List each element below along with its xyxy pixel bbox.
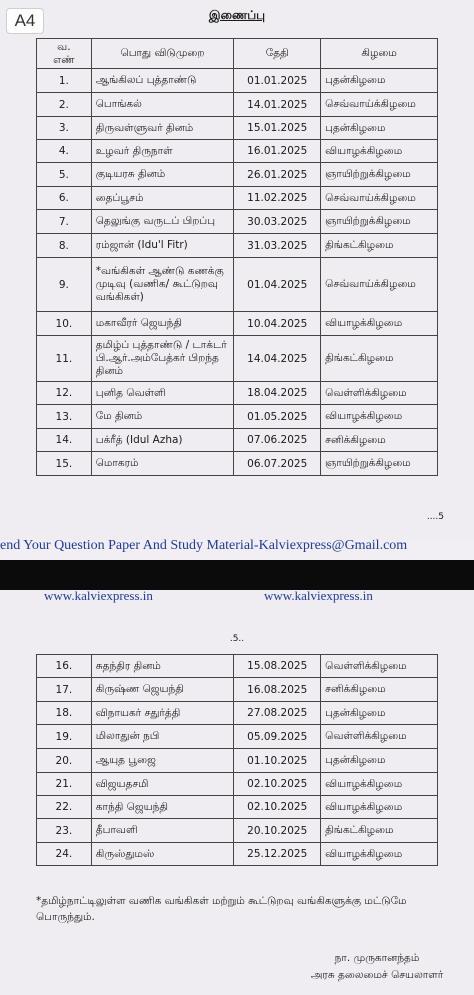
cell-weekday: ஞாயிற்றுக்கிழமை (321, 163, 438, 187)
cell-holiday-name: பொங்கல் (91, 93, 234, 117)
cell-serial-no: 2. (37, 93, 92, 117)
table-row (37, 678, 438, 702)
cell-date: 07.06.2025 (234, 429, 321, 452)
cell-serial-no: 6. (37, 187, 92, 210)
table-row (37, 749, 438, 773)
cell-date: 31.03.2025 (234, 234, 321, 258)
table-row (37, 655, 438, 678)
cell-weekday: வியாழக்கிழமை (321, 773, 438, 796)
cell-date: 15.01.2025 (234, 117, 321, 140)
cell-holiday-name: பக்ரீத் (Idul Azha) (91, 429, 234, 452)
cell-date: 14.04.2025 (234, 336, 321, 382)
cell-holiday-name: மே தினம் (91, 405, 234, 429)
cell-weekday: வியாழக்கிழமை (321, 843, 438, 866)
cell-serial-no: 4. (37, 140, 92, 163)
cell-weekday: செவ்வாய்க்கிழமை (321, 93, 438, 117)
page-number-top: .5.. (229, 634, 245, 644)
cell-weekday: திங்கட்கிழமை (321, 234, 438, 258)
holiday-table-part-1 (36, 38, 438, 476)
cell-date: 18.04.2025 (234, 382, 321, 405)
cell-weekday: செவ்வாய்க்கிழமை (321, 187, 438, 210)
annexure-title: இணைப்பு (208, 8, 266, 22)
cell-date: 01.04.2025 (234, 258, 321, 312)
header-holiday-name: பொது விடுமுறை (91, 39, 234, 69)
cell-weekday: வெள்ளிக்கிழமை (321, 655, 438, 678)
cell-holiday-name: ஆங்கிலப் புத்தாண்டு (91, 69, 234, 93)
cell-date: 10.04.2025 (234, 312, 321, 336)
cell-holiday-name: காந்தி ஜெயந்தி (91, 796, 233, 819)
cell-date: 20.10.2025 (234, 819, 321, 843)
cell-weekday: வியாழக்கிழமை (321, 140, 438, 163)
cell-serial-no: 7. (37, 210, 92, 234)
cell-holiday-name: கிருஸ்துமஸ் (91, 843, 233, 866)
cell-date: 14.01.2025 (234, 93, 321, 117)
cell-serial-no: 12. (37, 382, 92, 405)
cell-holiday-name: திருவள்ளுவர் தினம் (91, 117, 234, 140)
cell-holiday-name: தைப்பூசம் (91, 187, 234, 210)
table-row (37, 405, 438, 429)
holiday-table-part-2 (36, 654, 438, 866)
site-link-left[interactable]: www.kalviexpress.in (44, 588, 153, 603)
cell-holiday-name: மொகரம் (91, 452, 234, 476)
email-banner-text: end Your Question Paper And Study Material-Kalviexpress@Gmail.com (0, 538, 408, 553)
header-date: தேதி (234, 39, 321, 69)
cell-serial-no: 10. (37, 312, 92, 336)
table-row (37, 382, 438, 405)
table-row (37, 187, 438, 210)
cell-holiday-name: மிலாதுன் நபி (91, 725, 233, 749)
header-serial-no: வ. எண் (37, 39, 92, 69)
cell-serial-no: 9. (37, 258, 92, 312)
cell-date: 11.02.2025 (234, 187, 321, 210)
table-row (37, 843, 438, 866)
cell-weekday: வியாழக்கிழமை (321, 405, 438, 429)
cell-serial-no: 15. (37, 452, 92, 476)
cell-serial-no: 11. (37, 336, 92, 382)
cell-weekday: ஞாயிற்றுக்கிழமை (321, 210, 438, 234)
cell-serial-no: 17. (37, 678, 92, 702)
cell-date: 27.08.2025 (234, 702, 321, 725)
cell-weekday: வெள்ளிக்கிழமை (321, 382, 438, 405)
cell-serial-no: 24. (37, 843, 92, 866)
table-header-row (37, 39, 438, 69)
cell-serial-no: 23. (37, 819, 92, 843)
table-row (37, 819, 438, 843)
cell-date: 01.01.2025 (234, 69, 321, 93)
signer-name: நா. முருகானந்தம் (334, 952, 420, 964)
site-link-right[interactable]: www.kalviexpress.in (264, 588, 373, 603)
cell-date: 26.01.2025 (234, 163, 321, 187)
cell-weekday: வெள்ளிக்கிழமை (321, 725, 438, 749)
table-row (37, 429, 438, 452)
cell-weekday: திங்கட்கிழமை (321, 336, 438, 382)
cell-weekday: புதன்கிழமை (321, 702, 438, 725)
table-row (37, 234, 438, 258)
page-number-bottom: ....5 (426, 512, 444, 522)
cell-serial-no: 18. (37, 702, 92, 725)
table-row (37, 336, 438, 382)
cell-date: 02.10.2025 (234, 773, 321, 796)
cell-weekday: ஞாயிற்றுக்கிழமை (321, 452, 438, 476)
cell-serial-no: 13. (37, 405, 92, 429)
table-row (37, 725, 438, 749)
cell-weekday: வியாழக்கிழமை (321, 796, 438, 819)
table-row (37, 258, 438, 312)
cell-holiday-name: சுதந்திர தினம் (91, 655, 233, 678)
signer-title: அரசு தலைமைச் செயலாளர் (310, 969, 444, 981)
watermark-email-banner (0, 536, 474, 556)
cell-serial-no: 14. (37, 429, 92, 452)
table-row (37, 117, 438, 140)
cell-date: 02.10.2025 (234, 796, 321, 819)
page-separator (0, 560, 474, 590)
table-row (37, 773, 438, 796)
cell-date: 30.03.2025 (234, 210, 321, 234)
cell-holiday-name: புனித வெள்ளி (91, 382, 234, 405)
cell-holiday-name: தெலுங்கு வருடப் பிறப்பு (91, 210, 234, 234)
table-row (37, 312, 438, 336)
cell-holiday-name: மகாவீரர் ஜெயந்தி (91, 312, 234, 336)
cell-date: 15.08.2025 (234, 655, 321, 678)
cell-serial-no: 16. (37, 655, 92, 678)
cell-serial-no: 22. (37, 796, 92, 819)
cell-weekday: வியாழக்கிழமை (321, 312, 438, 336)
cell-weekday: சனிக்கிழமை (321, 429, 438, 452)
table-row (37, 163, 438, 187)
table-row (37, 93, 438, 117)
cell-serial-no: 5. (37, 163, 92, 187)
cell-date: 25.12.2025 (234, 843, 321, 866)
page-size-badge: A4 (6, 8, 44, 34)
table-row (37, 210, 438, 234)
cell-weekday: சனிக்கிழமை (321, 678, 438, 702)
cell-weekday: புதன்கிழமை (321, 749, 438, 773)
cell-holiday-name: விஜயதசமி (91, 773, 233, 796)
cell-weekday: திங்கட்கிழமை (321, 819, 438, 843)
table-row (37, 140, 438, 163)
cell-serial-no: 8. (37, 234, 92, 258)
cell-serial-no: 21. (37, 773, 92, 796)
table-row (37, 702, 438, 725)
cell-holiday-name: விநாயகர் சதுர்த்தி (91, 702, 233, 725)
cell-holiday-name: ரம்ஜான் (Idu'l Fitr) (91, 234, 234, 258)
header-weekday: கிழமை (321, 39, 438, 69)
cell-weekday: புதன்கிழமை (321, 117, 438, 140)
cell-holiday-name: உழவர் திருநாள் (91, 140, 234, 163)
cell-holiday-name: குடியரசு தினம் (91, 163, 234, 187)
cell-holiday-name: தமிழ்ப் புத்தாண்டு / டாக்டர் பி.ஆர்.அம்பேத்கர் பிறந்த தினம் (91, 336, 234, 382)
cell-serial-no: 19. (37, 725, 92, 749)
cell-date: 05.09.2025 (234, 725, 321, 749)
cell-serial-no: 3. (37, 117, 92, 140)
cell-weekday: புதன்கிழமை (321, 69, 438, 93)
cell-holiday-name: ஆயுத பூஜை (91, 749, 233, 773)
cell-date: 01.10.2025 (234, 749, 321, 773)
cell-date: 16.01.2025 (234, 140, 321, 163)
cell-holiday-name: தீபாவளி (91, 819, 233, 843)
footnote: *தமிழ்நாட்டிலுள்ள வணிக வங்கிகள் மற்றும் கூட்டுறவு வங்கிகளுக்கு மட்டுமே பொருந்தும். (36, 895, 407, 923)
cell-date: 06.07.2025 (234, 452, 321, 476)
cell-holiday-name: *வங்கிகள் ஆண்டு கணக்கு முடிவு (வணிக/ கூட்டுறவு வங்கிகள்) (91, 258, 234, 312)
cell-weekday: செவ்வாய்க்கிழமை (321, 258, 438, 312)
cell-serial-no: 1. (37, 69, 92, 93)
cell-date: 16.08.2025 (234, 678, 321, 702)
cell-date: 01.05.2025 (234, 405, 321, 429)
table-row (37, 452, 438, 476)
table-row (37, 796, 438, 819)
table-row (37, 69, 438, 93)
cell-holiday-name: கிருஷ்ண ஜெயந்தி (91, 678, 233, 702)
signature-block (292, 950, 462, 984)
cell-serial-no: 20. (37, 749, 92, 773)
